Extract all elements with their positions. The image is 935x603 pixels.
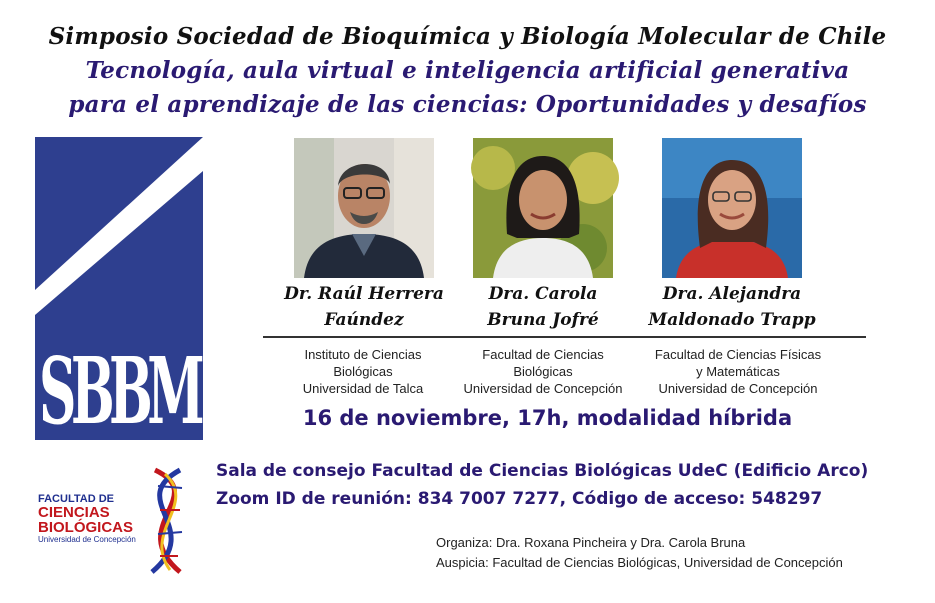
speaker-name: Dra. Carola Bruna Jofré [487, 284, 599, 330]
speaker-card-maldonado [636, 138, 828, 333]
organizers: Organiza: Dra. Roxana Pincheira y Dra. Carola Bruna [436, 535, 746, 550]
speaker-card-bruna [447, 138, 639, 333]
affiliation-herrera: Instituto de Ciencias Biológicas Universidad de Talca [302, 347, 424, 396]
speaker-photo [294, 138, 434, 278]
speaker-name: Dra. Alejandra Maldonado Trapp [648, 284, 816, 330]
title-line-2: Tecnología, aula virtual e inteligencia artificial generativa [85, 57, 850, 84]
sponsors: Auspicia: Facultad de Ciencias Biológicas, Universidad de Concepción [436, 555, 843, 570]
title-line-3: para el aprendizaje de las ciencias: Oportunidades y desafíos [68, 91, 867, 118]
zoom-line: Zoom ID de reunión: 834 7007 7277, Código de acceso: 548297 [216, 489, 823, 509]
speaker-photo [662, 138, 802, 278]
credits [436, 533, 843, 573]
event-title [0, 20, 935, 122]
speaker-card-herrera [268, 138, 460, 333]
fcb-wordmark: FACULTAD DE CIENCIAS BIOLÓGICAS Universidad de Concepción [38, 493, 136, 544]
event-venue [216, 457, 868, 513]
title-line-1: Simposio Sociedad de Bioquímica y Biología Molecular de Chile [48, 23, 887, 50]
event-date: 16 de noviembre, 17h, modalidad híbrida [302, 406, 793, 430]
sbbm-logo [35, 137, 203, 445]
speaker-name: Dr. Raúl Herrera Faúndez [284, 284, 444, 330]
affiliation-bruna: Facultad de Ciencias Biológicas Universidad de Concepción [463, 347, 623, 396]
venue-line: Sala de consejo Facultad de Ciencias Biológicas UdeC (Edificio Arco) [216, 461, 869, 481]
sbbm-letters: SBBM [39, 337, 203, 445]
divider [263, 336, 866, 338]
affiliation-maldonado: Facultad de Ciencias Físicas y Matemáticas Universidad de Concepción [654, 347, 822, 396]
speaker-photo [473, 138, 613, 278]
fcb-logo [30, 466, 205, 576]
